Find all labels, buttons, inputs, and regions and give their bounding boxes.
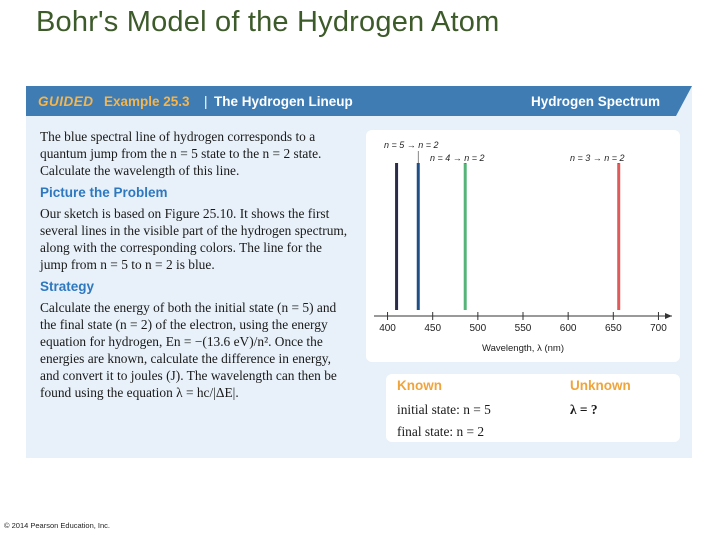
known-heading: Known: [397, 378, 442, 393]
hydrogen-spectrum-figure: [366, 130, 680, 362]
transition-label: n = 4 → n = 2: [430, 153, 485, 163]
axis-tick-label: 600: [559, 323, 577, 334]
example-number: Example 25.3: [104, 94, 190, 109]
known-initial-state: initial state: n = 5: [397, 402, 491, 417]
axis-tick-label: 500: [469, 323, 487, 334]
example-banner: [26, 86, 676, 116]
axis-arrow-icon: [665, 313, 672, 319]
strategy-paragraph: Calculate the energy of both the initial state (n = 5) and the final state (n = 2) of the electron, using the energy equation for hydrogen, En = −(13.6 eV)/n². Once the energies are known, calculate the difference in energy, and convert it to joules (J). The wavelength can then be found using the equation λ = hc/|ΔE|.: [40, 300, 337, 400]
axis-tick-label: 700: [650, 323, 667, 334]
example-title: The Hydrogen Lineup: [214, 94, 353, 109]
panel-title: Hydrogen Spectrum: [530, 94, 660, 109]
axis-tick-label: 400: [379, 323, 396, 334]
slide-title: Bohr's Model of the Hydrogen Atom: [36, 6, 500, 38]
intro-paragraph: The blue spectral line of hydrogen corresponds to a quantum jump from the n = 5 state to the n = 2 state. Calculate the wavelength of this line.: [40, 129, 322, 178]
axis-tick-label: 450: [424, 323, 442, 334]
unknown-wavelength: λ = ?: [570, 402, 598, 417]
example-text: [40, 128, 350, 406]
axis-tick-label: 650: [604, 323, 622, 334]
copyright: © 2014 Pearson Education, Inc.: [4, 521, 111, 530]
unknown-heading: Unknown: [570, 378, 631, 393]
guided-label: GUIDED: [38, 94, 94, 109]
picture-paragraph: Our sketch is based on Figure 25.10. It shows the first several lines in the visible part of the hydrogen spectrum, along with the corresponding colors. The line for the jump from n = 5 to n = 2 is blue.: [40, 206, 348, 272]
transition-label: n = 5 → n = 2: [384, 140, 439, 150]
banner-separator: |: [204, 94, 208, 109]
axis-tick-label: 550: [514, 323, 532, 334]
picture-heading: Picture the Problem: [40, 185, 168, 200]
transition-label: n = 3 → n = 2: [570, 153, 625, 163]
spectrum-panel: [366, 130, 680, 362]
banner-tail: [676, 86, 692, 116]
axis-label: Wavelength, λ (nm): [481, 343, 565, 354]
known-final-state: final state: n = 2: [397, 424, 485, 439]
strategy-heading: Strategy: [40, 279, 95, 294]
